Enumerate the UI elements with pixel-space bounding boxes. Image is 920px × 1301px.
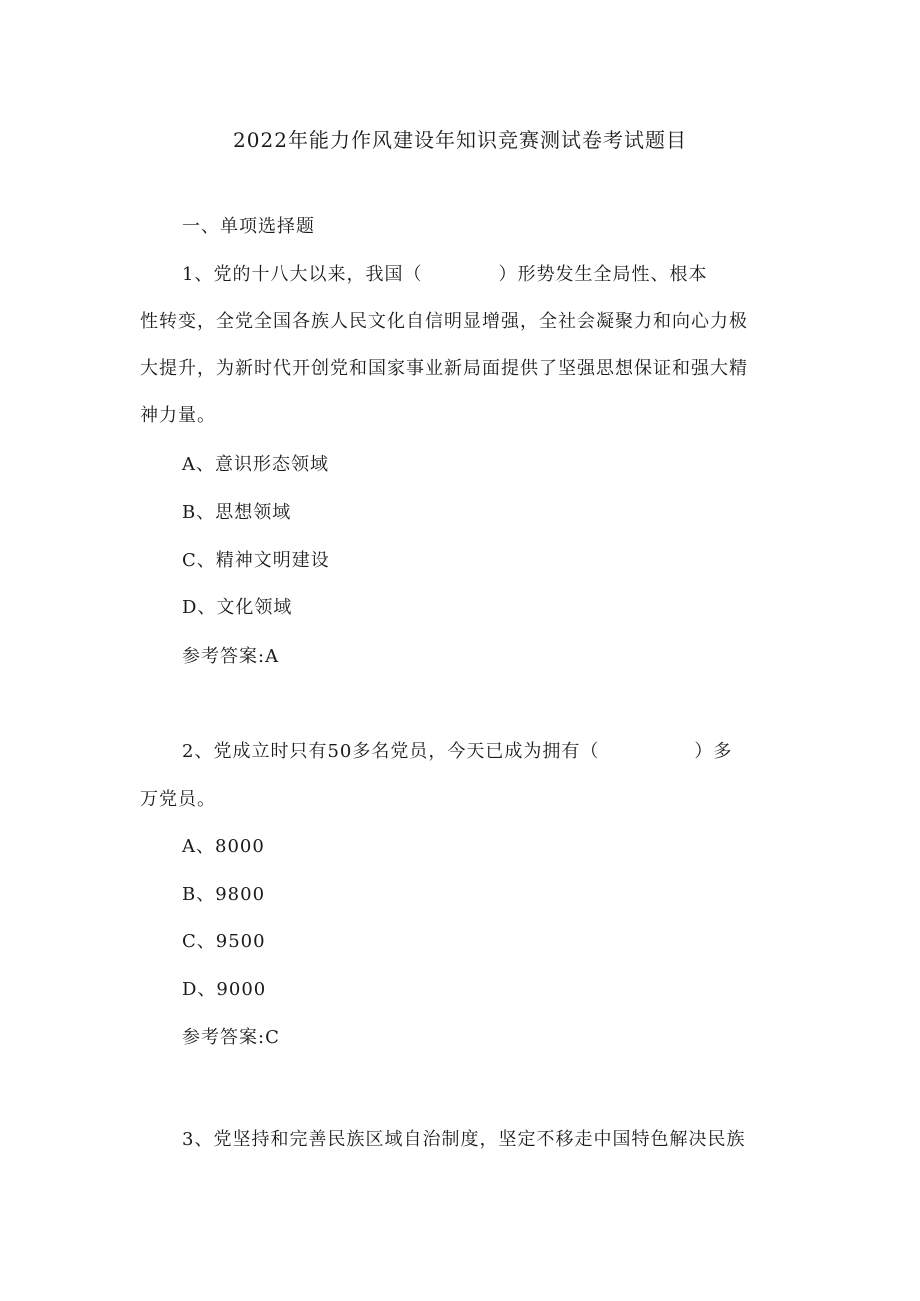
question-2-stem-line-1: 2、党成立时只有50多名党员，今天已成为拥有（ ）多 [182, 741, 733, 762]
question-2-option-b: B、9800 [182, 884, 266, 905]
question-1-stem-line-1: 1、党的十八大以来，我国（ ）形势发生全局性、根本 [182, 264, 708, 285]
question-1-stem-line-2: 性转变，全党全国各族人民文化自信明显增强，全社会凝聚力和向心力极 [140, 311, 748, 332]
question-2-answer: 参考答案:C [182, 1027, 280, 1048]
question-1-stem-line-4: 神力量。 [140, 405, 216, 426]
document-title: 2022年能力作风建设年知识竞赛测试卷考试题目 [233, 128, 687, 152]
question-2-option-d: D、9000 [182, 979, 267, 1000]
section-heading: 一、单项选择题 [182, 216, 315, 237]
question-2-stem-line-2: 万党员。 [140, 789, 216, 810]
question-1-option-d: D、文化领域 [182, 597, 293, 618]
question-3-stem-line-1: 3、党坚持和完善民族区域自治制度，坚定不移走中国特色解决民族 [182, 1129, 746, 1150]
question-1-stem-line-3: 大提升，为新时代开创党和国家事业新局面提供了坚强思想保证和强大精 [140, 358, 748, 379]
question-1-option-a: A、意识形态领域 [182, 454, 329, 475]
question-2-option-c: C、9500 [182, 931, 266, 952]
question-1-answer: 参考答案:A [182, 646, 280, 667]
question-1-option-b: B、思想领域 [182, 502, 292, 523]
question-1-option-c: C、精神文明建设 [182, 550, 330, 571]
question-2-option-a: A、8000 [182, 836, 265, 857]
